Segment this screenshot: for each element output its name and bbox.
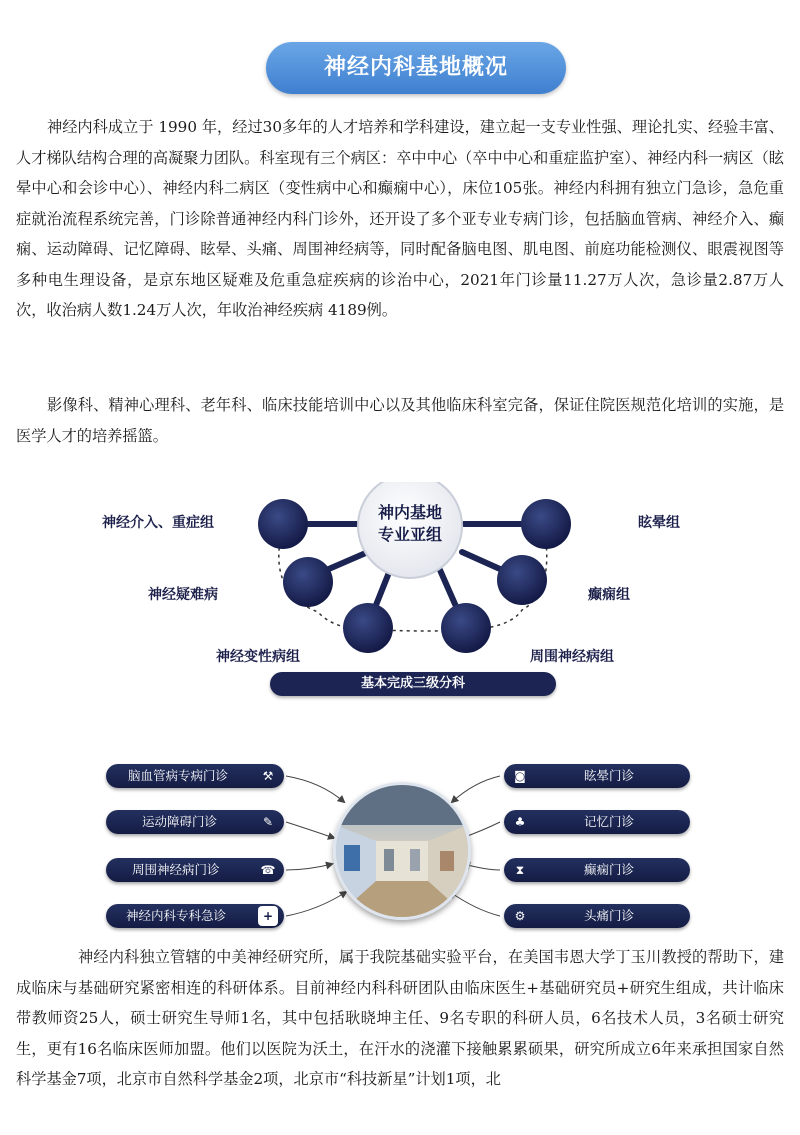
clinic-emergency[interactable] [106,904,284,928]
clinic-vertigo[interactable] [504,764,690,788]
tool-icon: ✎ [262,815,274,829]
clinic-label: 癫痫门诊 [584,862,635,877]
node-interventional [258,499,308,549]
corridor-illustration [336,785,468,917]
clinic-label: 周围神经病门诊 [132,862,220,877]
hourglass-icon: ⧗ [515,863,525,877]
hub-label-line1: 神内基地 [377,503,442,522]
departments-paragraph: 影像科、精神心理科、老年科、临床技能培训中心以及其他临床科室完备，保证住院医规范化培训的实施，是医学人才的培养摇篮。 [16,396,784,445]
group-label: 周围神经病组 [530,649,614,665]
clinic-peripheral-nerve[interactable] [106,858,284,882]
clinic-movement-disorder[interactable] [106,810,284,834]
clinic-memory[interactable] [504,810,690,834]
gears-icon: ⚙ [514,909,526,923]
hub-label [356,502,464,546]
tier-summary-bar: 基本完成三级分科 [270,672,556,696]
research-paragraph: 神经内科独立管辖的中美神经研究所，属于我院基础实验平台，在美国韦恩大学丁玉川教授的帮助下，建成临床与基础研究紧密相连的科研体系。目前神经内科科研团队由临床医生+基础研究员+研究生组成，共计临床带教师资25人，硕士研究生导师1名，其中包括耿晓坤主任、9名专职的科研人员，6名技术人员，3名硕士研究生，更有16名临床医师加盟。他们以医院为沃土，在汗水的浇灌下接触累累硕果，研究所成立6年来承担国家自然科学基金7项，北京市自然科学基金2项，北京市“科技新星”计划1项，北 [16,948,784,1088]
clinic-label: 脑血管病专病门诊 [128,768,229,783]
clinic-label: 眩晕门诊 [584,768,635,783]
clinic-label: 神经内科专科急诊 [126,908,227,923]
wrench-icon: ⚒ [262,769,274,783]
hospital-corridor-photo [333,782,471,920]
node-degenerative [343,603,393,653]
phone-icon: ☎ [260,863,276,877]
clinic-headache[interactable] [504,904,690,928]
clinic-label: 头痛门诊 [584,908,635,923]
node-vertigo [521,499,571,549]
group-label: 眩晕组 [638,515,680,531]
group-label: 神经变性病组 [216,649,300,665]
clinics-diagram [96,752,706,942]
hub-label-line2: 专业亚组 [377,525,442,544]
clinic-label: 运动障碍门诊 [142,814,218,829]
page-title: 神经内科基地概况 [266,42,566,94]
subgroup-diagram [90,482,700,710]
camera-icon: ◙ [514,769,526,783]
node-difficult [283,557,333,607]
clinic-label: 记忆门诊 [584,814,635,829]
bell-icon: ♣ [514,815,526,829]
group-label: 癫痫组 [588,587,630,603]
group-label: 神经疑难病 [148,587,218,603]
node-epilepsy [497,555,547,605]
clinic-cerebrovascular[interactable] [106,764,284,788]
group-label: 神经介入、重症组 [102,515,214,531]
clinic-epilepsy[interactable] [504,858,690,882]
intro-paragraph: 神经内科成立于 1990 年，经过30多年的人才培养和学科建设，建立起一支专业性强、理论扎实、经验丰富、人才梯队结构合理的高凝聚力团队。科室现有三个病区：卒中中心（卒中中心和重症监护室）、神经内科一病区（眩晕中心和会诊中心）、神经内科二病区（变性病中心和癫痫中心），床位105张。神经内科拥有独立门急诊，急危重症就治流程系统完善，门诊除普通神经内科门诊外，还开设了多个亚专业专病门诊，包括脑血管病、神经介入、癫痫、运动障碍、记忆障碍、眩晕、头痛、周围神经病等，同时配备脑电图、肌电图、前庭功能检测仪、眼震视图等多种电生理设备，是京东地区疑难及危重急症疾病的诊治中心，2021年门诊量11.27万人次，急诊量2.87万人次，收治病人数1.24万人次，年收治神经疾病 4189例。 [16,118,784,319]
plus-icon: + [258,906,278,926]
node-peripheral [441,603,491,653]
